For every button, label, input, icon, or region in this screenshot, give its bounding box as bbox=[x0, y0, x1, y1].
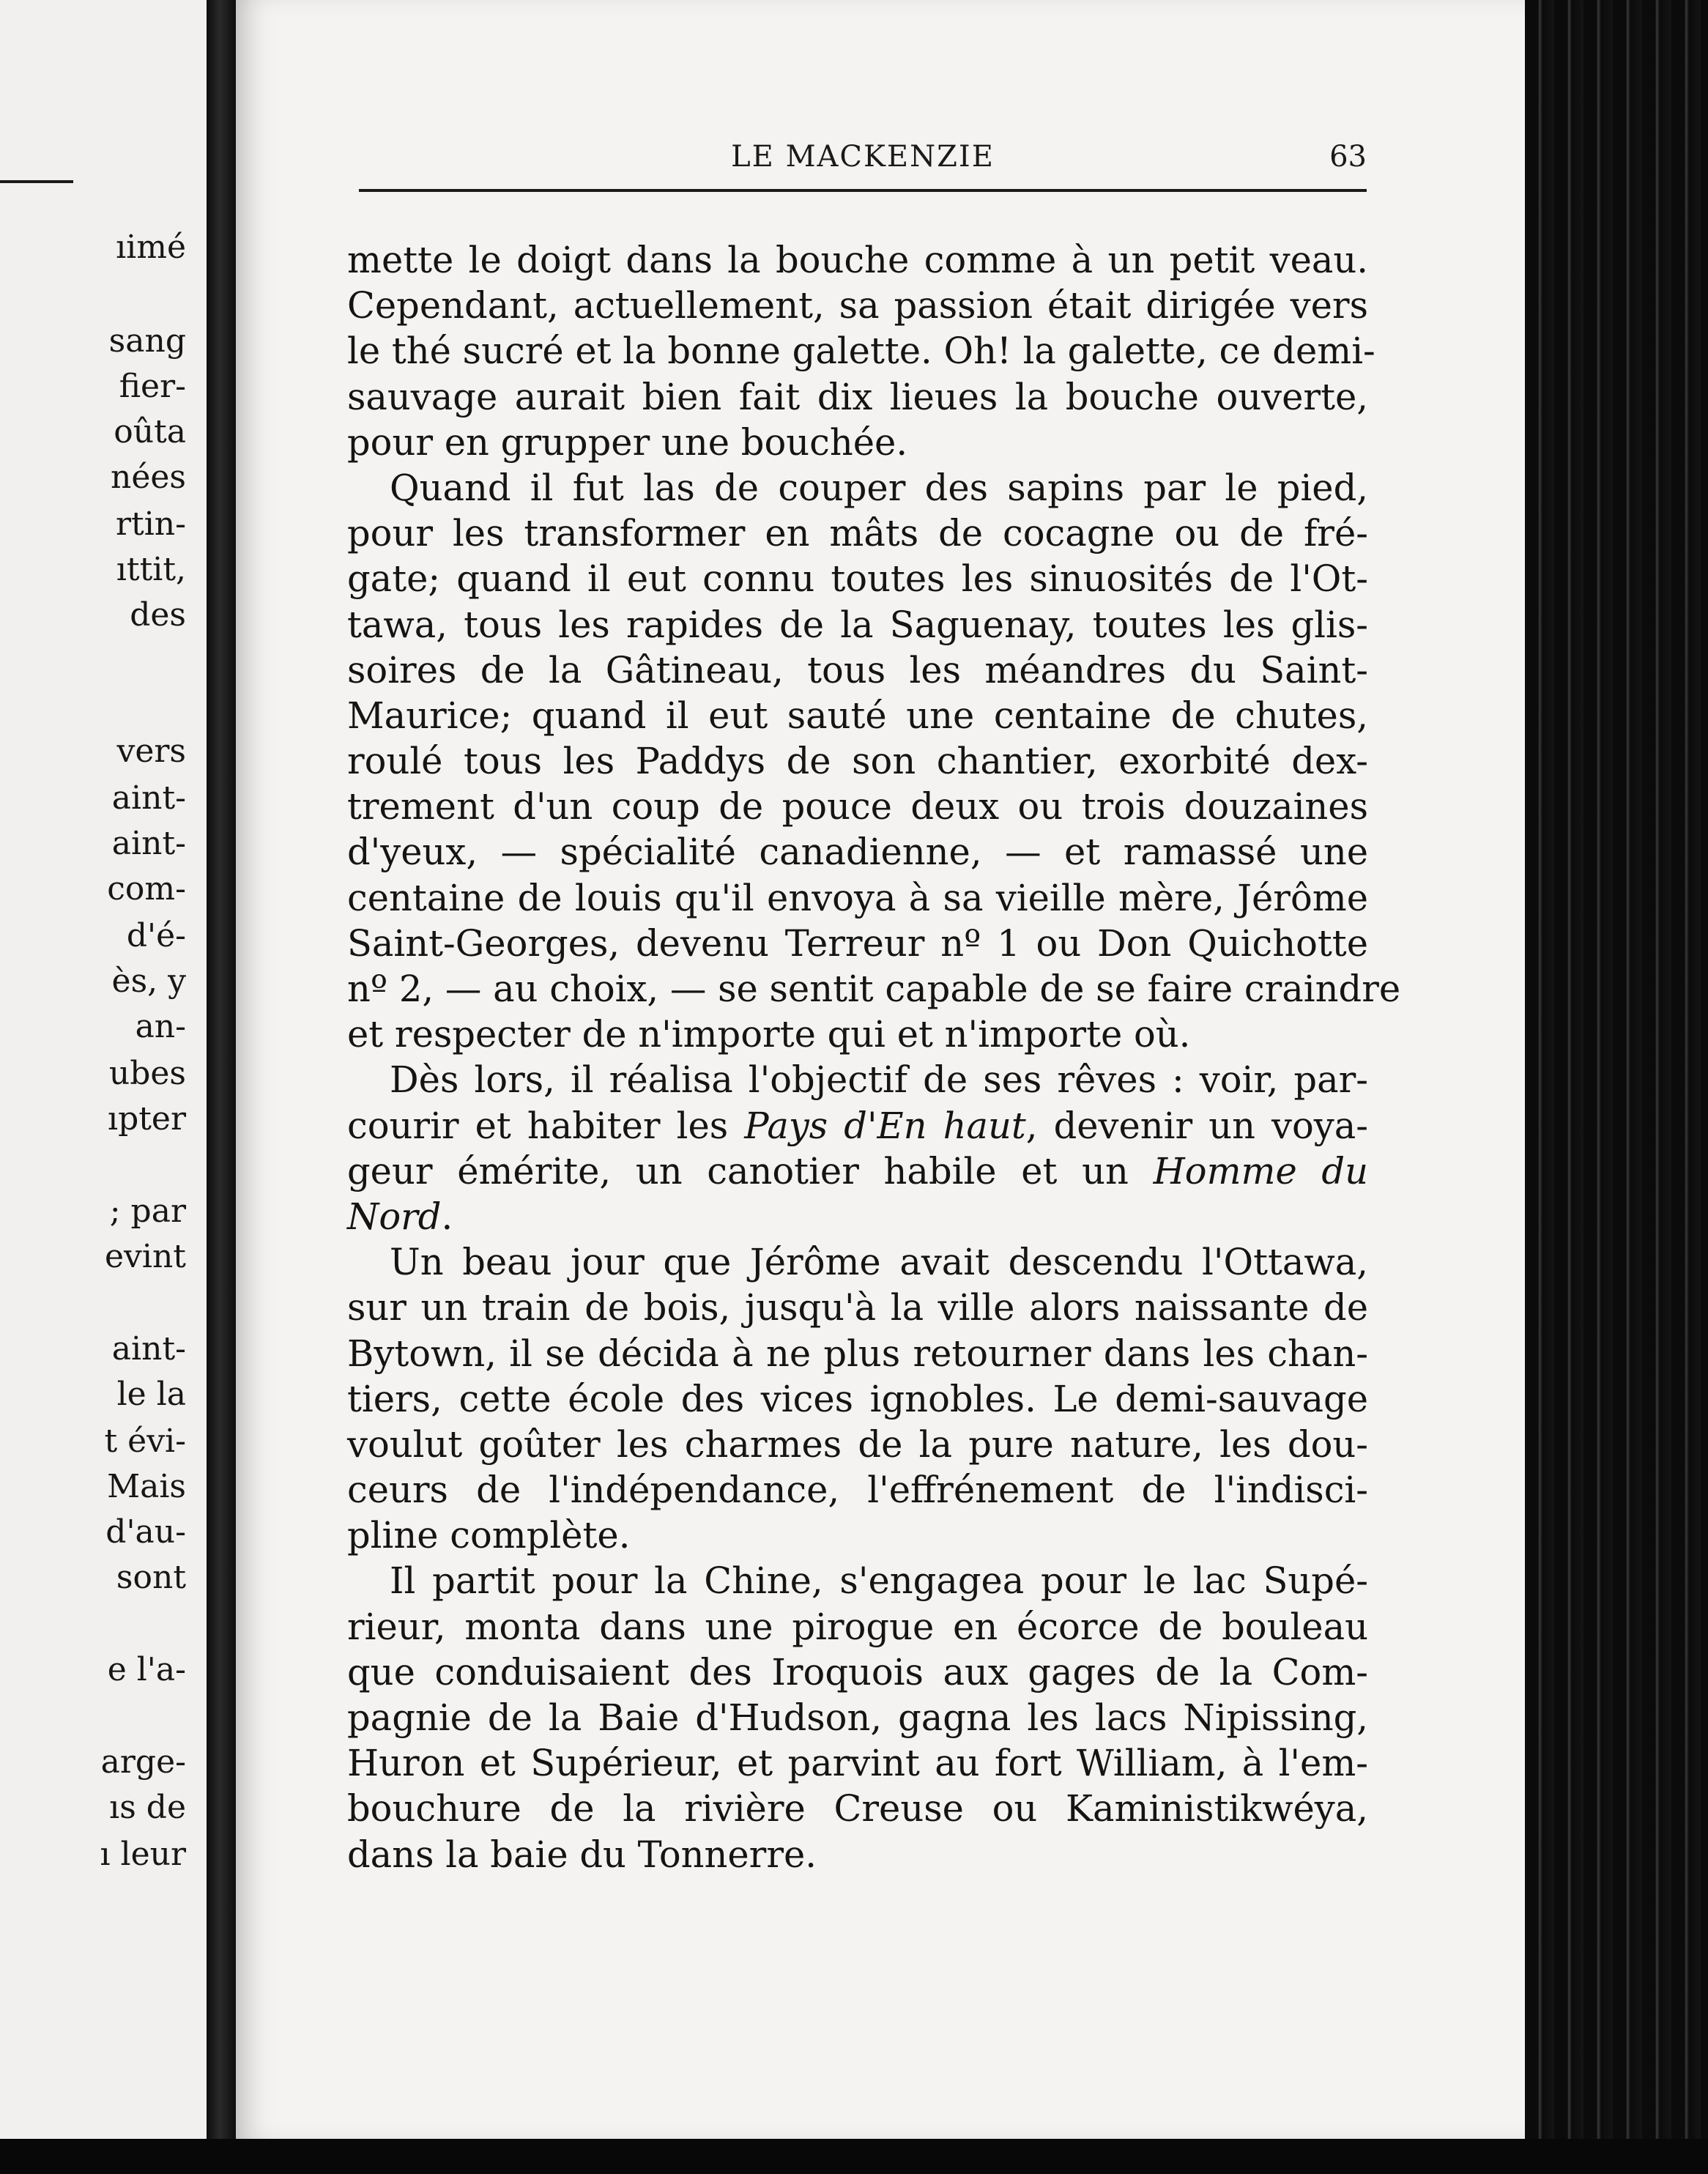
facing-page-fragment: ıimé bbox=[116, 229, 186, 266]
italic-run: Pays d'En haut bbox=[744, 1104, 1026, 1147]
text-line: Il partit pour la Chine, s'engagea pour le lac Supé- bbox=[390, 1559, 1368, 1603]
facing-page-fragment: e l'a- bbox=[107, 1651, 186, 1688]
facing-page-fragment: des bbox=[130, 596, 186, 634]
text-line: voulut goûter les charmes de la pure nature, les dou- bbox=[347, 1422, 1368, 1466]
text-run: courir et habiter les bbox=[347, 1104, 729, 1147]
facing-page-fragment: com- bbox=[107, 870, 186, 908]
facing-page-fragment: rtin- bbox=[116, 505, 186, 543]
facing-page-fragment: sont bbox=[116, 1559, 186, 1596]
text-line bbox=[347, 1149, 1368, 1194]
page-number: 63 bbox=[1329, 140, 1367, 174]
text-line: nº 2, — au choix, — se sentit capable de se faire craindre bbox=[347, 968, 1401, 1010]
text-line: roulé tous les Paddys de son chantier, exorbité dex- bbox=[347, 740, 1368, 783]
text-line: Saint-Georges, devenu Terreur nº 1 ou Don Quichotte bbox=[347, 921, 1368, 965]
text-line: mette le doigt dans la bouche comme à un petit veau. bbox=[347, 239, 1368, 281]
text-line: sauvage aurait bien fait dix lieues la bouche ouverte, bbox=[347, 375, 1368, 418]
text-line: sur un train de bois, jusqu'à la ville alors naissante de bbox=[347, 1286, 1368, 1329]
text-line: dans la baie du Tonnerre. bbox=[347, 1833, 817, 1876]
facing-page-fragment: Mais bbox=[107, 1468, 186, 1505]
facing-page-fragment: aint- bbox=[111, 1330, 186, 1368]
running-title: LE MACKENZIE bbox=[731, 140, 995, 174]
text-line: pour en grupper une bouchée. bbox=[347, 420, 908, 464]
text-line: le thé sucré et la bonne galette. Oh! la galette, ce demi- bbox=[347, 330, 1375, 373]
facing-page-fragment: t évi- bbox=[104, 1422, 186, 1460]
italic-run: Homme du bbox=[1153, 1149, 1368, 1192]
text-line: que conduisaient des Iroquois aux gages de la Com- bbox=[347, 1650, 1368, 1693]
facing-page-fragment: aint- bbox=[111, 825, 186, 862]
text-line: ceurs de l'indépendance, l'effrénement de l'indisci- bbox=[347, 1469, 1368, 1512]
text-line: pline complète. bbox=[347, 1514, 631, 1557]
text-run: . bbox=[441, 1195, 453, 1238]
text-line: Quand il fut las de couper des sapins par le pied, bbox=[390, 466, 1368, 509]
facing-page-fragment: sang bbox=[108, 322, 186, 360]
text-line bbox=[347, 1103, 1368, 1149]
facing-page-fragment: ıs de bbox=[109, 1789, 186, 1826]
text-line: tiers, cette école des vices ignobles. Le demi-sauvage bbox=[347, 1377, 1368, 1420]
text-line: et respecter de n'importe qui et n'importe où. bbox=[347, 1013, 1191, 1056]
facing-page-fragment: ubes bbox=[108, 1055, 186, 1092]
running-header bbox=[359, 136, 1367, 177]
text-line: trement d'un coup de pouce deux ou trois douzaines bbox=[347, 785, 1368, 828]
facing-page-fragment: aint- bbox=[111, 779, 186, 817]
facing-page-fragment: oûta bbox=[114, 413, 186, 450]
text-line: Maurice; quand il eut sauté une centaine de chutes, bbox=[347, 694, 1368, 737]
facing-page-fragment: vers bbox=[116, 732, 186, 770]
facing-page-fragment: ıttit, bbox=[116, 551, 186, 588]
text-line: Cependant, actuellement, sa passion était dirigée vers bbox=[347, 284, 1368, 327]
facing-page-fragment: an- bbox=[135, 1008, 186, 1045]
italic-run: Nord bbox=[347, 1195, 442, 1238]
text-line: soires de la Gâtineau, tous les méandres du Saint- bbox=[347, 648, 1368, 691]
facing-page-fragment: d'au- bbox=[105, 1513, 186, 1551]
text-run: geur émérite, un canotier habile et un bbox=[347, 1149, 1129, 1192]
facing-page-fragment: ; par bbox=[109, 1192, 186, 1230]
facing-page-fragment: le la bbox=[116, 1376, 186, 1413]
page-edges bbox=[1525, 0, 1708, 2174]
facing-page-fragment: evint bbox=[105, 1238, 186, 1275]
facing-page-fragment: ıpter bbox=[108, 1100, 186, 1138]
text-line: centaine de louis qu'il envoya à sa vieille mère, Jérôme bbox=[347, 876, 1368, 919]
facing-page-fragment: d'é- bbox=[126, 917, 186, 954]
text-line: bouchure de la rivière Creuse ou Kaministikwéya, bbox=[347, 1787, 1368, 1830]
facing-page-fragment: ès, y bbox=[111, 962, 186, 1000]
text-line: Dès lors, il réalisa l'objectif de ses rêves : voir, par- bbox=[390, 1058, 1368, 1102]
facing-page-fragment: nées bbox=[111, 459, 186, 496]
text-line: Huron et Supérieur, et parvint au fort William, à l'em- bbox=[347, 1742, 1368, 1785]
facing-page-left bbox=[0, 0, 207, 2174]
text-line: pour les transformer en mâts de cocagne ou de fré- bbox=[347, 512, 1368, 555]
text-run: , devenir un voya- bbox=[1025, 1104, 1368, 1147]
text-line: Bytown, il se décida à ne plus retourner dans les chan- bbox=[347, 1332, 1368, 1375]
text-line bbox=[347, 1194, 1368, 1239]
text-line: tawa, tous les rapides de la Saguenay, toutes les glis- bbox=[347, 603, 1368, 646]
body-text bbox=[347, 237, 1401, 1877]
facing-page-fragment: arge- bbox=[100, 1743, 186, 1781]
scan-border bbox=[0, 2139, 1708, 2174]
facing-page-fragment: fier- bbox=[119, 368, 186, 405]
text-line: d'yeux, — spécialité canadienne, — et ramassé une bbox=[347, 831, 1368, 874]
text-line: gate; quand il eut connu toutes les sinuosités de l'Ot- bbox=[347, 557, 1368, 601]
facing-page-fragment: ı leur bbox=[100, 1836, 186, 1873]
header-rule bbox=[359, 189, 1367, 192]
book-gutter bbox=[207, 0, 236, 2174]
text-line: Un beau jour que Jérôme avait descendu l'Ottawa, bbox=[390, 1241, 1368, 1284]
text-line: pagnie de la Baie d'Hudson, gagna les lacs Nipissing, bbox=[347, 1696, 1368, 1739]
text-line: rieur, monta dans une pirogue en écorce de bouleau bbox=[347, 1605, 1368, 1648]
facing-page-rule bbox=[0, 180, 73, 183]
